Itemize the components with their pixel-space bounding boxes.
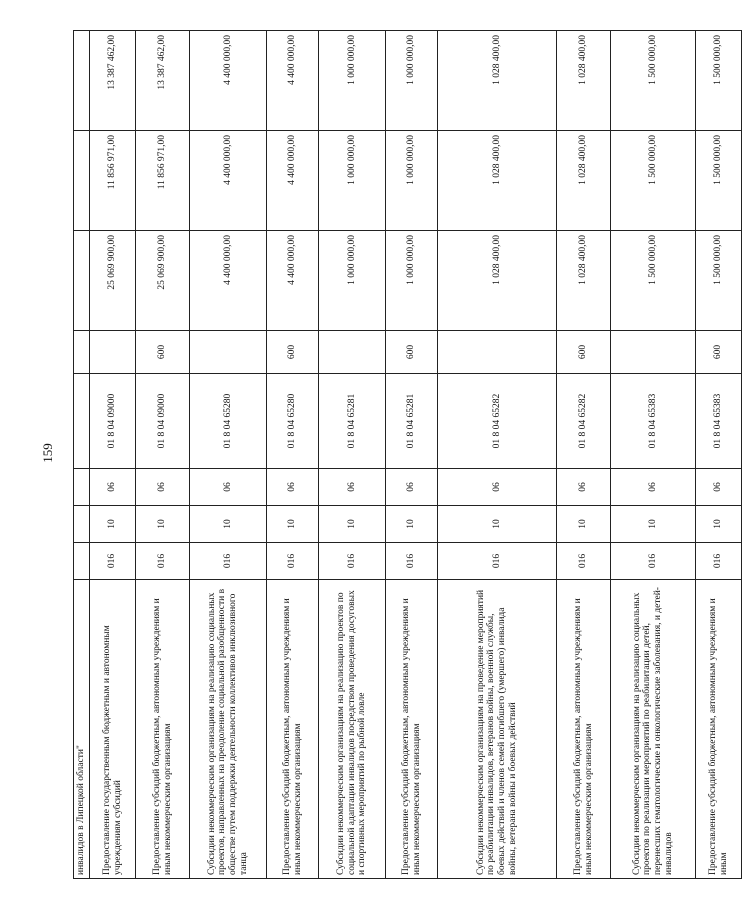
budget-table (73, 30, 742, 879)
section-code: 10 (190, 506, 267, 543)
row-name: Предоставление субсидий бюджетным, автономным учреждениям и иным (696, 580, 742, 879)
table-row (74, 31, 90, 879)
subsection-code: 06 (190, 469, 267, 506)
section-code: 10 (557, 506, 611, 543)
amount-year-1: 25 069 900,00 (90, 231, 136, 331)
table-row (386, 31, 438, 879)
amount-year-2: 1 000 000,00 (386, 131, 438, 231)
admin-code: 016 (557, 543, 611, 580)
expense-type-code (611, 331, 696, 374)
subsection-code (74, 469, 90, 506)
amount-year-1: 1 500 000,00 (611, 231, 696, 331)
expense-type-code (74, 331, 90, 374)
row-name: Предоставление субсидий бюджетным, автономным учреждениям и иным некоммерческим организациям (386, 580, 438, 879)
amount-year-3: 1 028 400,00 (438, 31, 557, 131)
amount-year-3: 4 400 000,00 (267, 31, 319, 131)
table-row (696, 31, 742, 879)
amount-year-3 (74, 31, 90, 131)
expense-type-code: 600 (136, 331, 190, 374)
target-code: 01 8 04 65281 (386, 374, 438, 469)
subsection-code: 06 (557, 469, 611, 506)
table-row (438, 31, 557, 879)
amount-year-2: 11 856 971,00 (136, 131, 190, 231)
amount-year-1: 1 028 400,00 (438, 231, 557, 331)
amount-year-3: 4 400 000,00 (190, 31, 267, 131)
section-code: 10 (696, 506, 742, 543)
admin-code: 016 (696, 543, 742, 580)
amount-year-1: 1 000 000,00 (319, 231, 386, 331)
amount-year-2: 11 856 971,00 (90, 131, 136, 231)
amount-year-2: 4 400 000,00 (267, 131, 319, 231)
amount-year-2: 1 028 400,00 (557, 131, 611, 231)
table-row (319, 31, 386, 879)
expense-type-code (190, 331, 267, 374)
section-code: 10 (90, 506, 136, 543)
target-code: 01 8 04 65383 (696, 374, 742, 469)
expense-type-code (90, 331, 136, 374)
table-row (267, 31, 319, 879)
expense-type-code: 600 (386, 331, 438, 374)
target-code: 01 8 04 65281 (319, 374, 386, 469)
target-code: 01 8 04 09000 (136, 374, 190, 469)
subsection-code: 06 (696, 469, 742, 506)
amount-year-2: 1 500 000,00 (696, 131, 742, 231)
amount-year-1 (74, 231, 90, 331)
table-row (136, 31, 190, 879)
expense-type-code (438, 331, 557, 374)
row-name: Предоставление субсидий бюджетным, автономным учреждениям и иным некоммерческим организациям (136, 580, 190, 879)
expense-type-code: 600 (557, 331, 611, 374)
admin-code: 016 (136, 543, 190, 580)
amount-year-3: 13 387 462,00 (90, 31, 136, 131)
admin-code: 016 (319, 543, 386, 580)
amount-year-1: 1 500 000,00 (696, 231, 742, 331)
target-code: 01 8 04 65282 (438, 374, 557, 469)
target-code: 01 8 04 65383 (611, 374, 696, 469)
row-name: инвалидов в Липецкой области" (74, 580, 90, 879)
row-name: Субсидии некоммерческим организациям на реализацию социальных проектов, направленных на преодоление социальной разобщенности в обществе путем поддержки деятельности коллективов инклюзивного танца (190, 580, 267, 879)
page-number: 159 (40, 443, 55, 463)
section-code (74, 506, 90, 543)
admin-code: 016 (438, 543, 557, 580)
amount-year-3: 1 000 000,00 (319, 31, 386, 131)
subsection-code: 06 (90, 469, 136, 506)
expense-type-code (319, 331, 386, 374)
amount-year-3: 13 387 462,00 (136, 31, 190, 131)
amount-year-2: 1 028 400,00 (438, 131, 557, 231)
amount-year-3: 1 500 000,00 (611, 31, 696, 131)
section-code: 10 (438, 506, 557, 543)
section-code: 10 (136, 506, 190, 543)
table-row (611, 31, 696, 879)
section-code: 10 (319, 506, 386, 543)
amount-year-2: 4 400 000,00 (190, 131, 267, 231)
section-code: 10 (267, 506, 319, 543)
target-code: 01 8 04 65280 (267, 374, 319, 469)
amount-year-1: 25 069 900,00 (136, 231, 190, 331)
expense-type-code: 600 (267, 331, 319, 374)
subsection-code: 06 (319, 469, 386, 506)
section-code: 10 (386, 506, 438, 543)
row-name: Предоставление субсидий бюджетным, автономным учреждениям и иным некоммерческим организациям (267, 580, 319, 879)
target-code: 01 8 04 65280 (190, 374, 267, 469)
target-code: 01 8 04 65282 (557, 374, 611, 469)
amount-year-1: 4 400 000,00 (267, 231, 319, 331)
admin-code: 016 (267, 543, 319, 580)
amount-year-3: 1 500 000,00 (696, 31, 742, 131)
amount-year-1: 1 028 400,00 (557, 231, 611, 331)
table-row (190, 31, 267, 879)
table-row (90, 31, 136, 879)
amount-year-2: 1 500 000,00 (611, 131, 696, 231)
row-name: Субсидии некоммерческим организациям на реализацию проектов по социальной адаптации инвалидов посредством проведения досуговых и спортивных мероприятий по рыбной ловле (319, 580, 386, 879)
target-code: 01 8 04 09000 (90, 374, 136, 469)
amount-year-2 (74, 131, 90, 231)
subsection-code: 06 (438, 469, 557, 506)
section-code: 10 (611, 506, 696, 543)
subsection-code: 06 (267, 469, 319, 506)
admin-code: 016 (386, 543, 438, 580)
row-name: Субсидии некоммерческим организациям на проведение мероприятий по реабилитации инвалидов, ветеранов войны, военной службы, боевых действий и членов семей погибшего (умершего) инвалида войны, ветерана войны и боевых действий (438, 580, 557, 879)
admin-code: 016 (90, 543, 136, 580)
subsection-code: 06 (386, 469, 438, 506)
table-row (557, 31, 611, 879)
admin-code: 016 (190, 543, 267, 580)
admin-code: 016 (611, 543, 696, 580)
row-name: Субсидии некоммерческим организациям на реализацию социальных проектов по реализации мероприятий по реабилитации детей, перенесших гематологические и онкологические заболевания, и детей-инвалидов (611, 580, 696, 879)
budget-table-rotated (73, 31, 729, 879)
amount-year-1: 4 400 000,00 (190, 231, 267, 331)
subsection-code: 06 (611, 469, 696, 506)
subsection-code: 06 (136, 469, 190, 506)
expense-type-code: 600 (696, 331, 742, 374)
amount-year-2: 1 000 000,00 (319, 131, 386, 231)
admin-code (74, 543, 90, 580)
amount-year-1: 1 000 000,00 (386, 231, 438, 331)
row-name: Предоставление государственным бюджетным и автономным учреждениям субсидий (90, 580, 136, 879)
row-name: Предоставление субсидий бюджетным, автономным учреждениям и иным некоммерческим организациям (557, 580, 611, 879)
amount-year-3: 1 028 400,00 (557, 31, 611, 131)
target-code (74, 374, 90, 469)
amount-year-3: 1 000 000,00 (386, 31, 438, 131)
